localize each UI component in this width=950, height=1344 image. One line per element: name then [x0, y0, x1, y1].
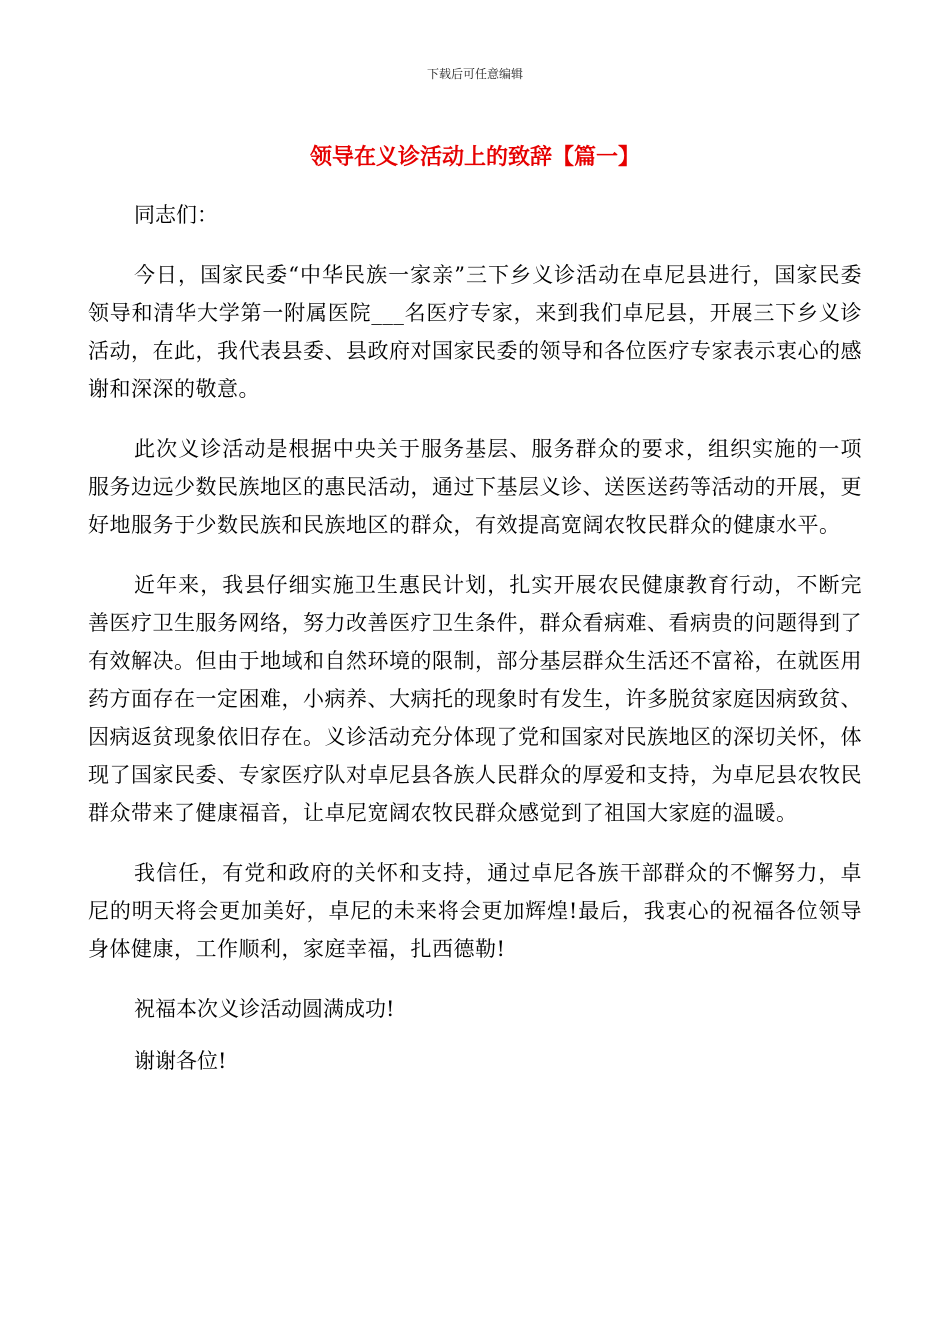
paragraph-1: 今日，国家民委“中华民族一家亲”三下乡义诊活动在卓尼县进行，国家民委领导和清华大学第一附属医院___名医疗专家，来到我们卓尼县，开展三下乡义诊活动，在此，我代表县委、县政府对国家民委的领导和各位医疗专家表示衷心的感谢和深深的敬意。 [88, 263, 862, 401]
closing-thanks: 谢谢各位! [134, 1049, 227, 1073]
paragraph-3: 近年来，我县仔细实施卫生惠民计划，扎实开展农民健康教育行动，不断完善医疗卫生服务网络，努力改善医疗卫生条件，群众看病难、看病贵的问题得到了有效解决。但由于地域和自然环境的限制，部分基层群众生活还不富裕，在就医用药方面存在一定困难，小病养、大病托的现象时有发生，许多脱贫家庭因病致贫、因病返贫现象依旧存在。义诊活动充分体现了党和国家对民族地区的深切关怀，体现了国家民委、专家医疗队对卓尼县各族人民群众的厚爱和支持，为卓尼县农牧民群众带来了健康福音，让卓尼宽阔农牧民群众感觉到了祖国大家庭的温暖。 [88, 573, 862, 825]
paragraph-2: 此次义诊活动是根据中央关于服务基层、服务群众的要求，组织实施的一项服务边远少数民族地区的惠民活动，通过下基层义诊、送医送药等活动的开展，更好地服务于少数民族和民族地区的群众，有效提高宽阔农牧民群众的健康水平。 [88, 437, 862, 537]
header-note: 下载后可任意编辑 [426, 67, 523, 81]
document-title: 领导在义诊活动上的致辞【篇一】 [309, 144, 640, 170]
document-body [88, 196, 862, 1094]
paragraph-4: 我信任，有党和政府的关怀和支持，通过卓尼各族干部群众的不懈努力，卓尼的明天将会更加美好，卓尼的未来将会更加辉煌!最后，我衷心的祝福各位领导身体健康，工作顺利，家庭幸福，扎西德勒! [88, 861, 862, 961]
closing-wish: 祝福本次义诊活动圆满成功! [134, 997, 395, 1021]
salutation: 同志们： [134, 203, 218, 227]
